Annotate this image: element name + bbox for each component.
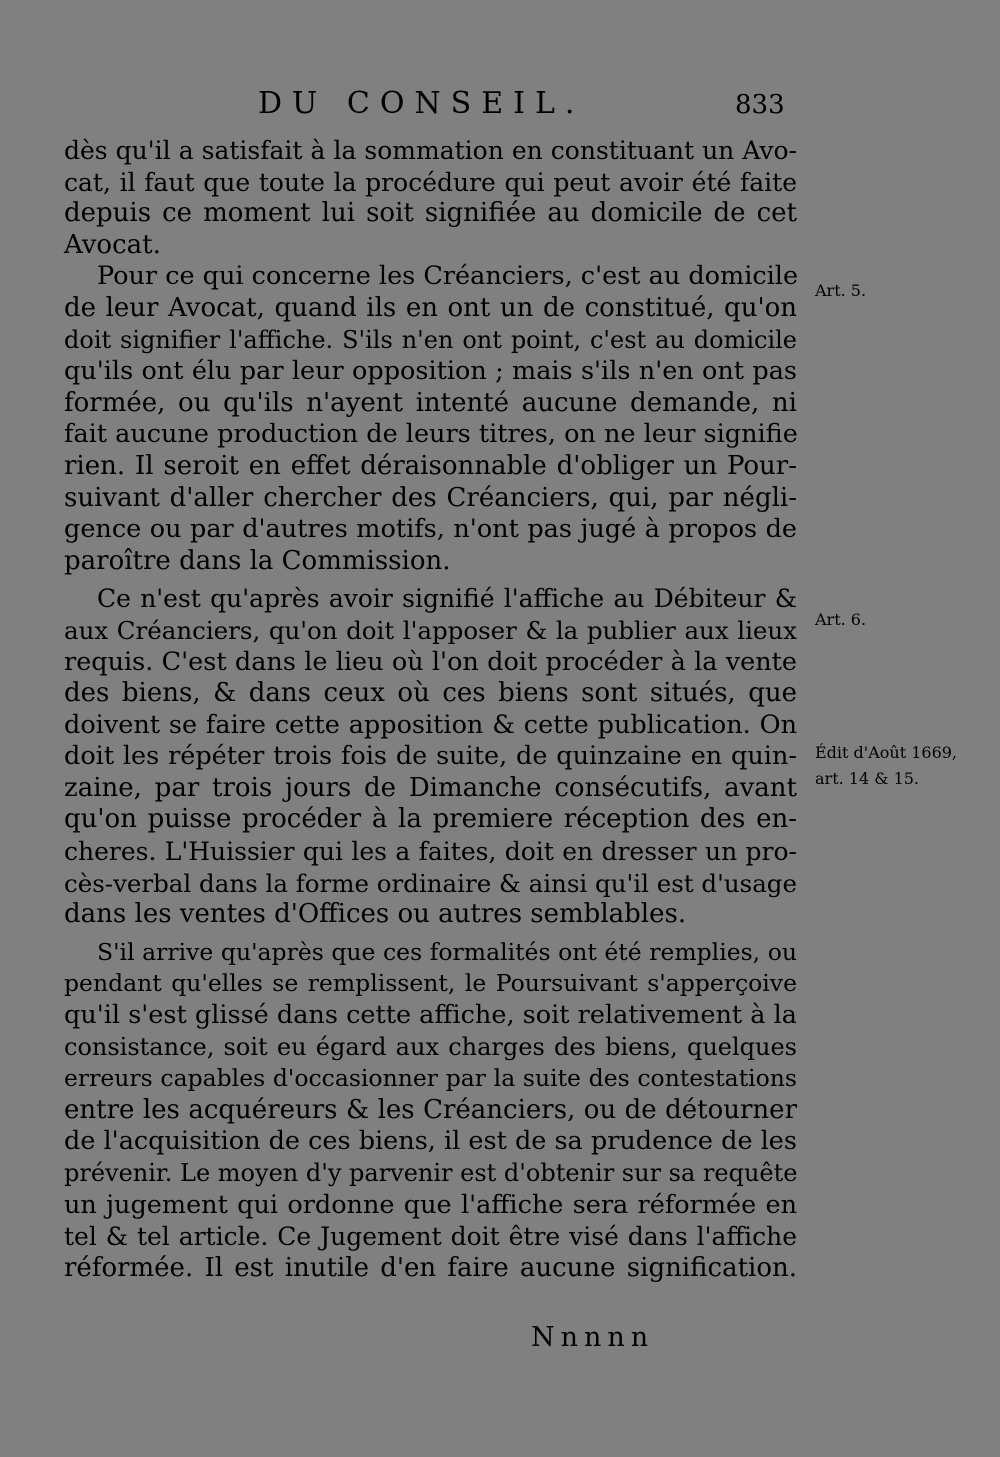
signature-mark: Nnnnn [531,1322,655,1353]
margin-note-art6: Art. 6. [815,610,867,629]
text-line: erreurs capables d'occasionner par la suite des contestations [64,1064,797,1093]
text-line: consistance, soit eu égard aux charges des biens, quelques [64,1032,797,1061]
text-line: fait aucune production de leurs titres, on ne leur signifie [64,419,798,450]
text-line: cès-verbal dans la forme ordinaire & ainsi qu'il est d'usage [64,868,797,898]
text-line: paroître dans la Commission. [64,545,451,576]
text-line: prévenir. Le moyen d'y parvenir est d'obtenir sur sa requête [64,1159,798,1187]
margin-note-edit-articles: art. 14 & 15. [815,769,920,788]
paragraph [64,135,797,261]
text-line: requis. C'est dans le lieu où l'on doit procéder à la vente [64,646,797,677]
margin-note-edit: Édit d'Août 1669, [815,743,958,762]
text-line: cat, il faut que toute la procédure qui peut avoir été faite [64,167,797,197]
text-line: rien. Il seroit en effet déraisonnable d'obliger un Pour- [64,450,797,481]
text-line: zaine, par trois jours de Dimanche consécutifs, avant [64,772,797,803]
paragraph [64,937,797,1285]
margin-note-art5: Art. 5. [815,281,867,300]
text-line: qu'ils ont élu par leur opposition ; mais s'ils n'en ont pas [64,356,797,387]
text-line: un jugement qui ordonne que l'affiche sera réformée en [64,1189,797,1220]
text-line: tel & tel article. Ce Jugement doit être visé dans l'affiche [64,1222,797,1252]
page-number: 833 [735,90,785,120]
text-line: aux Créanciers, qu'on doit l'apposer & la publier aux lieux [64,615,797,645]
text-line: cheres. L'Huissier qui les a faites, doit en dresser un pro- [64,837,797,867]
paragraph [64,261,797,577]
text-line: Avocat. [64,229,161,260]
paragraph [64,583,797,931]
text-line: Pour ce qui concerne les Créanciers, c'est au domicile [97,261,799,292]
text-line: dans les ventes d'Offices ou autres semblables. [64,899,687,930]
running-header: DU CONSEIL. [258,86,585,121]
text-line: doit signifier l'affiche. S'ils n'en ont point, c'est au domicile [64,325,797,354]
text-line: qu'on puisse procéder à la premiere réception des en- [64,804,797,835]
text-line: dès qu'il a satisfait à la sommation en constituant un Avo- [64,136,797,165]
text-line: suivant d'aller chercher des Créanciers, qui, par négli- [64,482,797,513]
text-line: S'il arrive qu'après que ces formalités ont été remplies, ou [97,937,797,966]
text-line: qu'il s'est glissé dans cette affiche, soit relativement à la [64,1000,797,1031]
text-line: depuis ce moment lui soit signifiée au domicile de cet [64,198,797,229]
text-line: réformée. Il est inutile d'en faire aucune signification. [64,1252,797,1283]
text-line: Ce n'est qu'après avoir signifié l'affiche au Débiteur & [97,584,797,614]
main-text [64,135,797,1284]
text-line: des biens, & dans ceux où ces biens sont situés, que [64,678,797,709]
text-line: de leur Avocat, quand ils en ont un de constitué, qu'on [64,292,797,323]
text-line: doivent se faire cette apposition & cette publication. On [64,709,797,740]
text-line: formée, ou qu'ils n'ayent intenté aucune demande, ni [64,387,797,418]
text-line: gence ou par d'autres motifs, n'ont pas jugé à propos de [64,514,797,545]
text-line: de l'acquisition de ces biens, il est de sa prudence de les [64,1126,797,1157]
text-line: entre les acquéreurs & les Créanciers, ou de détourner [64,1094,797,1125]
text-line: doit les répéter trois fois de suite, de quinzaine en quin- [64,741,797,772]
text-line: pendant qu'elles se remplissent, le Poursuivant s'apperçoive [64,969,797,998]
